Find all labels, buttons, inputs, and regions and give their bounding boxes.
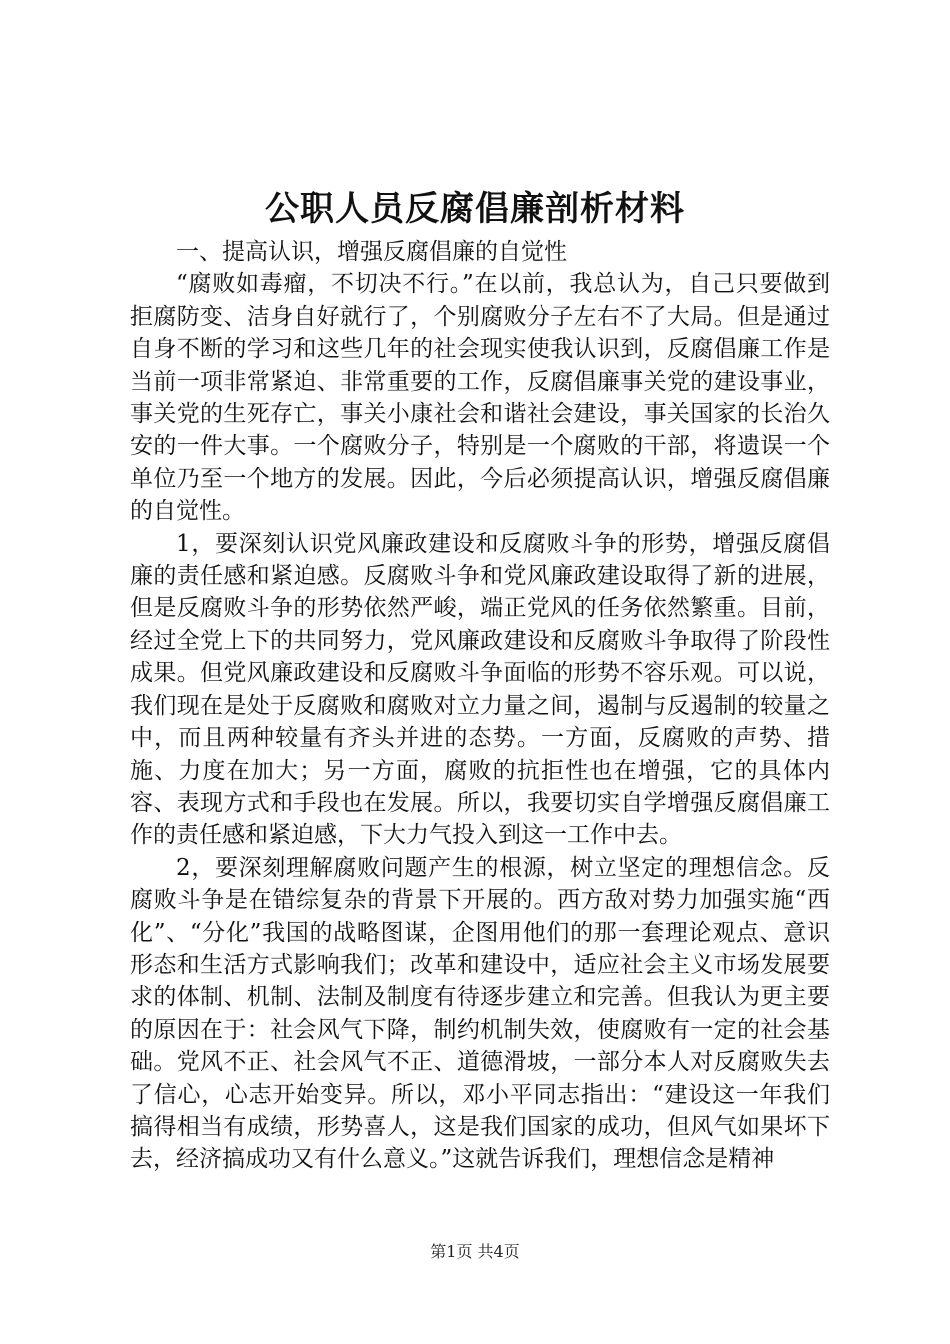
document-title: 公职人员反腐倡廉剖析材料: [265, 189, 685, 229]
paragraph: “腐败如毒瘤，不切决不行。”在以前，我总认为，自己只要做到拒腐防变、洁身自好就行了，个别腐败分子左右不了大局。但是通过自身不断的学习和这些几年的社会现实使我认识到，反腐倡廉工作是当前一项非常紧迫、非常重要的工作，反腐倡廉事关党的建设事业，事关党的生死存亡，事关小康社会和谐社会建设，事关国家的长治久安的一件大事。一个腐败分子，特别是一个腐败的干部，将遗误一个单位乃至一个地方的发展。因此，今后必须提高认识，增强反腐倡廉的自觉性。: [130, 271, 830, 525]
document-body: [130, 236, 830, 1176]
paragraph: 2，要深刻理解腐败问题产生的根源，树立坚定的理想信念。反腐败斗争是在错综复杂的背景下开展的。西方敌对势力加强实施“西化”、“分化”我国的战略图谋，企图用他们的那一套理论观点、意识形态和生活方式影响我们；改革和建设中，适应社会主义市场发展要求的体制、机制、法制及制度有待逐步建立和完善。但我认为更主要的原因在于：社会风气下降，制约机制失效，使腐败有一定的社会基础。党风不正、社会风气不正、道德滑坡，一部分本人对反腐败失去了信心，心志开始变异。所以，邓小平同志指出：“建设这一年我们搞得相当有成绩，形势喜人，这是我们国家的成功，但风气如果坏下去，经济搞成功又有什么意义。”这就告诉我们，理想信念是精神: [130, 854, 830, 1173]
section-heading: 一、提高认识，增强反腐倡廉的自觉性: [176, 239, 567, 265]
paragraph: 1，要深刻认识党风廉政建设和反腐败斗争的形势，增强反腐倡廉的责任感和紧迫感。反腐败斗争和党风廉政建设取得了新的进展，但是反腐败斗争的形势依然严峻，端正党风的任务依然繁重。目前，经过全党上下的共同努力，党风廉政建设和反腐败斗争取得了阶段性成果。但党风廉政建设和反腐败斗争面临的形势不容乐观。可以说，我们现在是处于反腐败和腐败对立力量之间，遏制与反遏制的较量之中，而且两种较量有齐头并进的态势。一方面，反腐败的声势、措施、力度在加大；另一方面，腐败的抗拒性也在增强，它的具体内容、表现方式和手段也在发展。所以，我要切实自学增强反腐倡廉工作的责任感和紧迫感，下大力气投入到这一工作中去。: [130, 530, 830, 849]
page-footer: [0, 1240, 950, 1264]
page-number: 第1页 共4页: [430, 1242, 520, 1261]
